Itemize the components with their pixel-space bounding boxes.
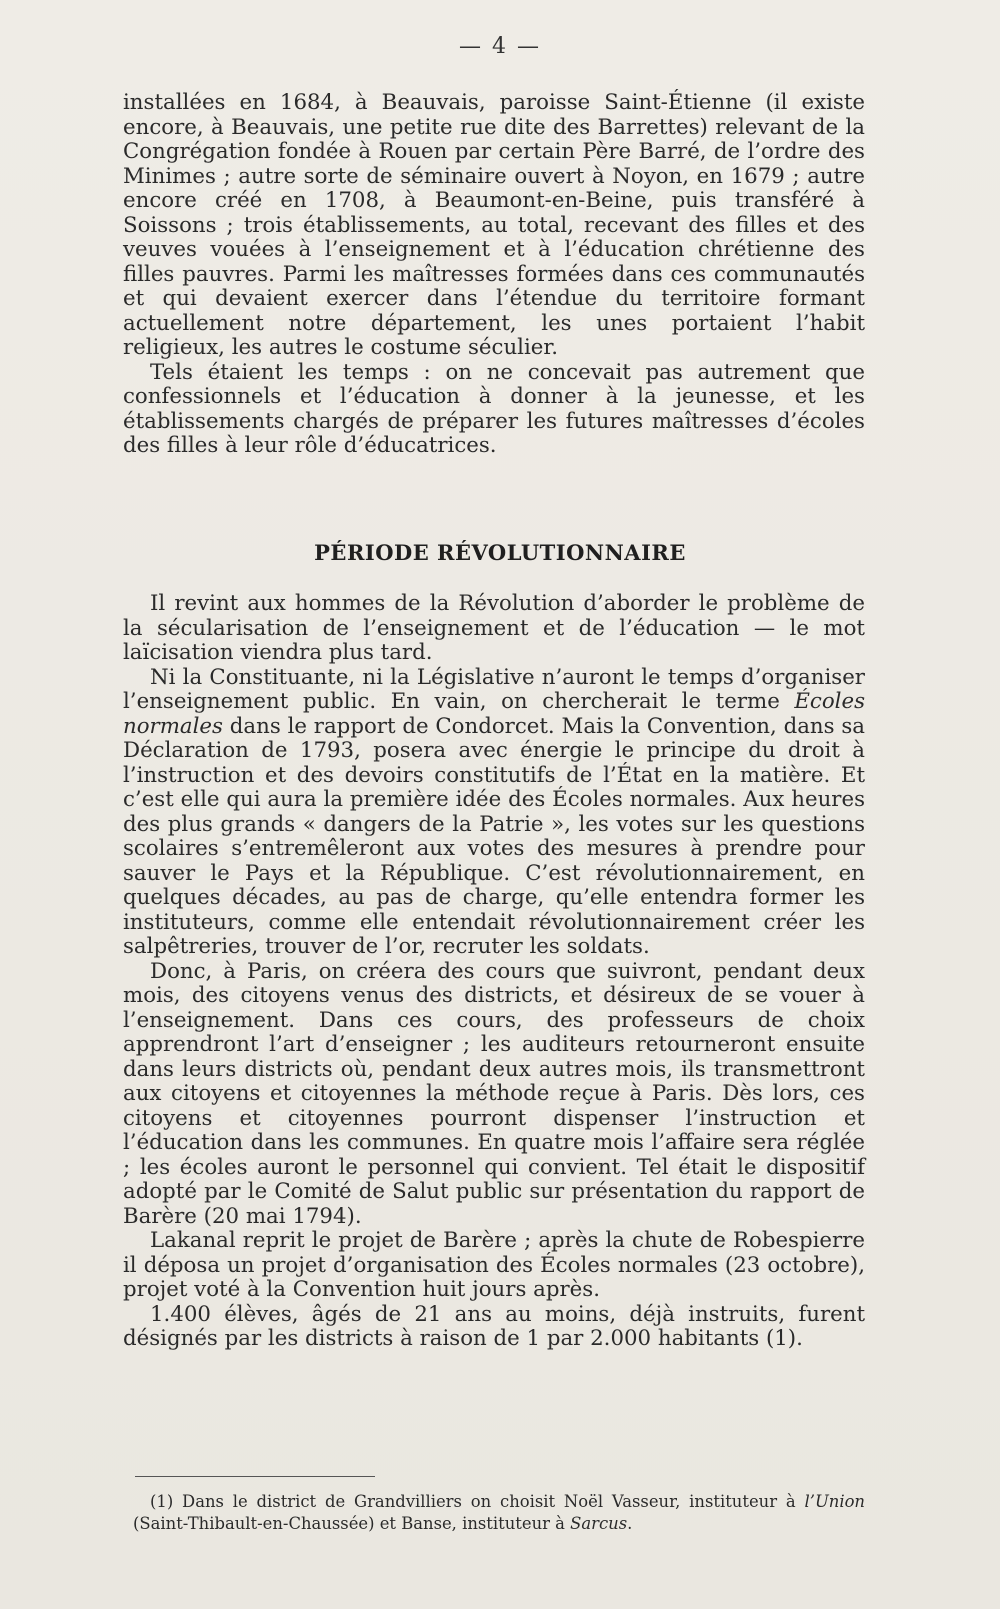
text-block-revolution: [123, 592, 865, 1352]
paragraph-text: Ni la Constituante, ni la Législative n’auront le temps d’organiser l’enseignement public. En vain, on chercherait le terme: [123, 664, 865, 714]
page-number: — 4 —: [459, 34, 541, 59]
paragraph: Donc, à Paris, on créera des cours que suivront, pendant deux mois, des citoyens venus des districts, et désireux de se vouer à l’enseignement. Dans ces cours, des professeurs de choix apprendront l’art d’enseigner ; les auditeurs retourneront ensuite dans leurs districts où, pendant deux autres mois, ils transmettront aux citoyens et citoyennes la méthode reçue à Paris. Dès lors, ces citoyens et citoyennes pourront dispenser l’instruction et l’éducation dans les communes. En quatre mois l’affaire sera réglée ; les écoles auront le personnel qui convient. Tel était le dispositif adopté par le Comité de Salut public sur présentation du rapport de Barère (20 mai 1794).: [123, 958, 865, 1229]
emphasis-text: Écoles normales: [123, 689, 865, 739]
footnote-part: (Saint-Thibault-en-Chaussée) et Banse, instituteur à: [133, 1514, 571, 1533]
paragraph: [123, 666, 865, 960]
emphasis-text: Sarcus: [570, 1514, 628, 1533]
paragraph: Il revint aux hommes de la Révolution d’aborder le problème de la sécularisation de l’enseignement et de l’éducation — le mot laïcisation viendra plus tard.: [123, 591, 865, 665]
paragraph: installées en 1684, à Beauvais, paroisse Saint-Étienne (il existe encore, à Beauvais, une petite rue dite des Barrettes) relevant de la Congrégation fondée à Rouen par certain Père Barré, de l’ordre des Minimes ; autre sorte de séminaire ouvert à Noyon, en 1679 ; autre encore créé en 1708, à Beaumont-en-Beine, puis transféré à Soissons ; trois établissements, au total, recevant des filles et des veuves vouées à l’enseignement et à l’éducation chrétienne des filles pauvres. Parmi les maîtresses formées dans ces communautés et qui devaient exercer dans l’étendue du territoire formant actuellement notre département, les unes portaient l’habit religieux, les autres le costume séculier.: [123, 90, 865, 360]
paragraph: Lakanal reprit le projet de Barère ; après la chute de Robespierre il déposa un projet d’organisation des Écoles normales (23 octobre), projet voté à la Convention huit jours après.: [123, 1228, 865, 1302]
paragraph: 1.400 élèves, âgés de 21 ans au moins, déjà instruits, furent désignés par les districts à raison de 1 par 2.000 habitants (1).: [123, 1301, 865, 1351]
footnote-part: (1) Dans le district de Grandvilliers on choisit Noël Vasseur, instituteur à: [150, 1492, 805, 1511]
paragraph-text: dans le rapport de Condorcet. Mais la Convention, dans sa Déclaration de 1793, posera avec énergie le principe du droit à l’instruction et des devoirs constitutifs de l’État en la matière. Et c’est elle qui aura la première idée des Écoles normales. Aux heures des plus grands « dangers de la Patrie », les votes sur les questions scolaires s’entremêleront aux votes des mesures à prendre pour sauver le Pays et la République. C’est révolutionnairement, en quelques décades, au pas de charge, qu’elle entendra former les instituteurs, comme elle entendait révolutionnairement créer les salpêtreries, trouver de l’or, recruter les soldats.: [123, 713, 865, 959]
section-heading: PÉRIODE RÉVOLUTIONNAIRE: [314, 540, 686, 565]
paragraph: Tels étaient les temps : on ne concevait pas autrement que confessionnels et l’éducation à donner à la jeunesse, et les établissements chargés de préparer les futures maîtresses d’écoles des filles à leur rôle d’éducatrices.: [123, 359, 865, 458]
footnote-part: .: [627, 1514, 633, 1533]
text-block-intro: [123, 91, 865, 459]
footnote: [133, 1491, 865, 1535]
footnote-divider: [135, 1476, 375, 1477]
footnote-text: [133, 1491, 865, 1535]
emphasis-text: l’Union: [804, 1492, 865, 1511]
